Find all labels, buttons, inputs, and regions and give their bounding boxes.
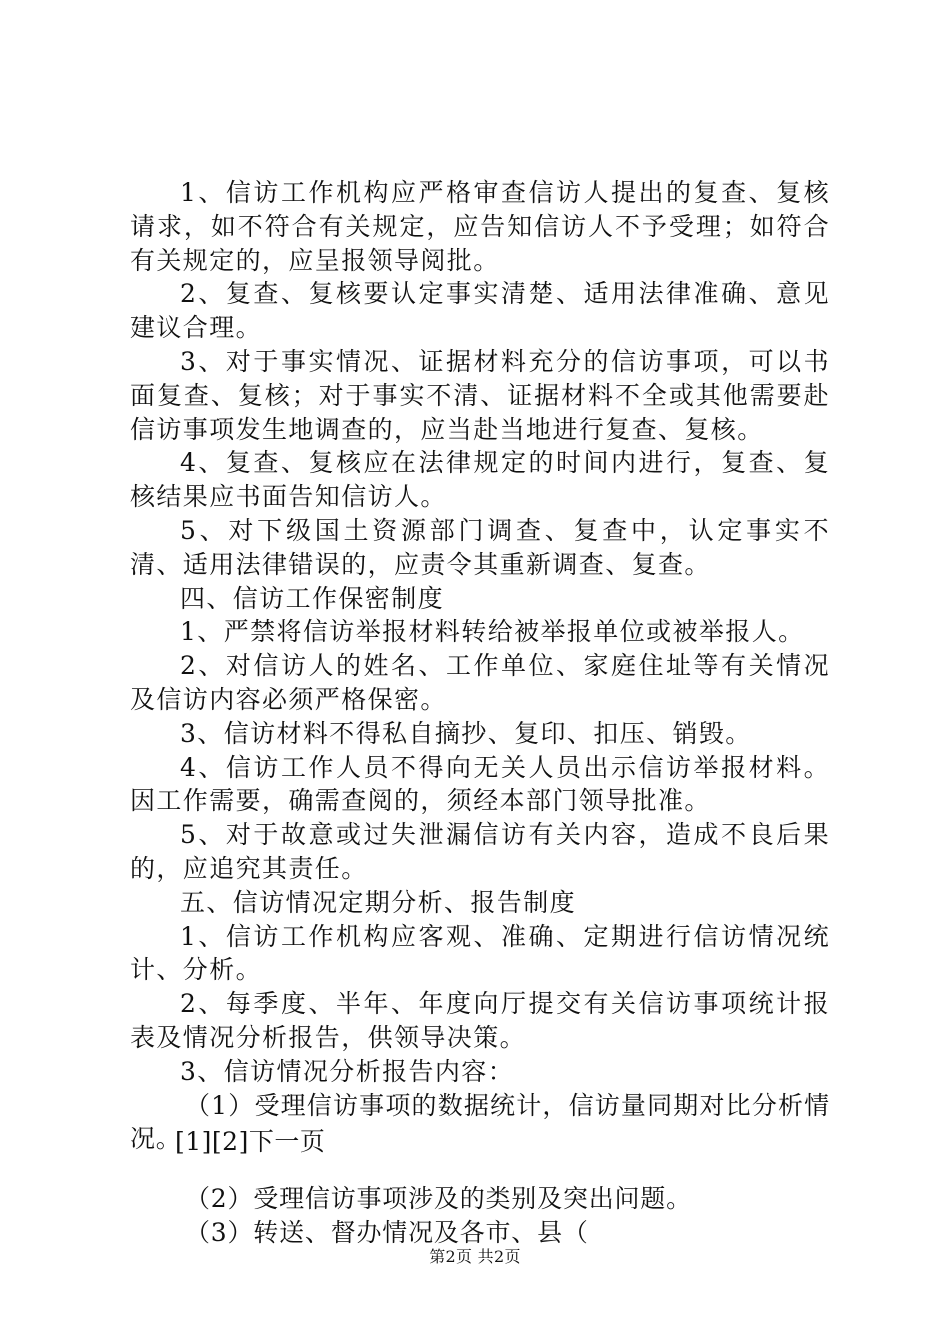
section-heading: 五、信访情况定期分析、报告制度: [180, 887, 577, 917]
paragraph: 4、复查、复核应在法律规定的时间内进行，复查、复核结果应书面告知信访人。: [130, 448, 830, 512]
paragraph: 2、每季度、半年、年度向厅提交有关信访事项统计报表及情况分析报告，供领导决策。: [130, 989, 830, 1052]
paragraph: 3、信访材料不得私自摘抄、复印、扣压、销毁。: [180, 718, 752, 748]
paragraph: 1、严禁将信访举报材料转给被举报单位或被举报人。: [180, 617, 805, 647]
page-link-1[interactable]: [1]: [175, 1127, 212, 1156]
paragraph: 3、对于事实情况、证据材料充分的信访事项，可以书面复查、复核；对于事实不清、证据材料不全或其他需要赴信访事项发生地调查的，应当赴当地进行复查、复核。: [130, 346, 830, 444]
paragraph: 5、对下级国土资源部门调查、复查中，认定事实不清、适用法律错误的，应责令其重新调查、复查。: [130, 515, 830, 579]
list-item: （2）受理信访事项涉及的类别及突出问题。: [185, 1184, 692, 1214]
page-link-2[interactable]: [2]: [211, 1127, 249, 1156]
pagination: [175, 1122, 325, 1158]
section-heading: 四、信访工作保密制度: [180, 583, 445, 613]
list-item: （3）转送、督办情况及各市、县（: [185, 1217, 589, 1247]
paragraph: 3、信访情况分析报告内容：: [180, 1056, 515, 1086]
list-item: （1）受理信访事项的数据统计，信访量同期对比分析情况。: [130, 1090, 830, 1154]
page-footer: 第2页 共2页: [429, 1247, 521, 1266]
paragraph: 4、信访工作人员不得向无关人员出示信访举报材料。因工作需要，确需查阅的，须经本部门领导批准。: [130, 752, 830, 816]
paragraph: 1、信访工作机构应严格审查信访人提出的复查、复核请求，如不符合有关规定，应告知信访人不予受理；如符合有关规定的，应呈报领导阅批。: [130, 178, 830, 275]
paragraph: 5、对于故意或过失泄漏信访有关内容，造成不良后果的，应追究其责任。: [130, 820, 830, 883]
paragraph: 2、对信访人的姓名、工作单位、家庭住址等有关情况及信访内容必须严格保密。: [130, 651, 830, 714]
next-page-link[interactable]: 下一页: [248, 1127, 326, 1156]
paragraph: 1、信访工作机构应客观、准确、定期进行信访情况统计、分析。: [130, 921, 830, 985]
paragraph: 2、复查、复核要认定事实清楚、适用法律准确、意见建议合理。: [130, 279, 830, 343]
document-body: [130, 176, 830, 1250]
